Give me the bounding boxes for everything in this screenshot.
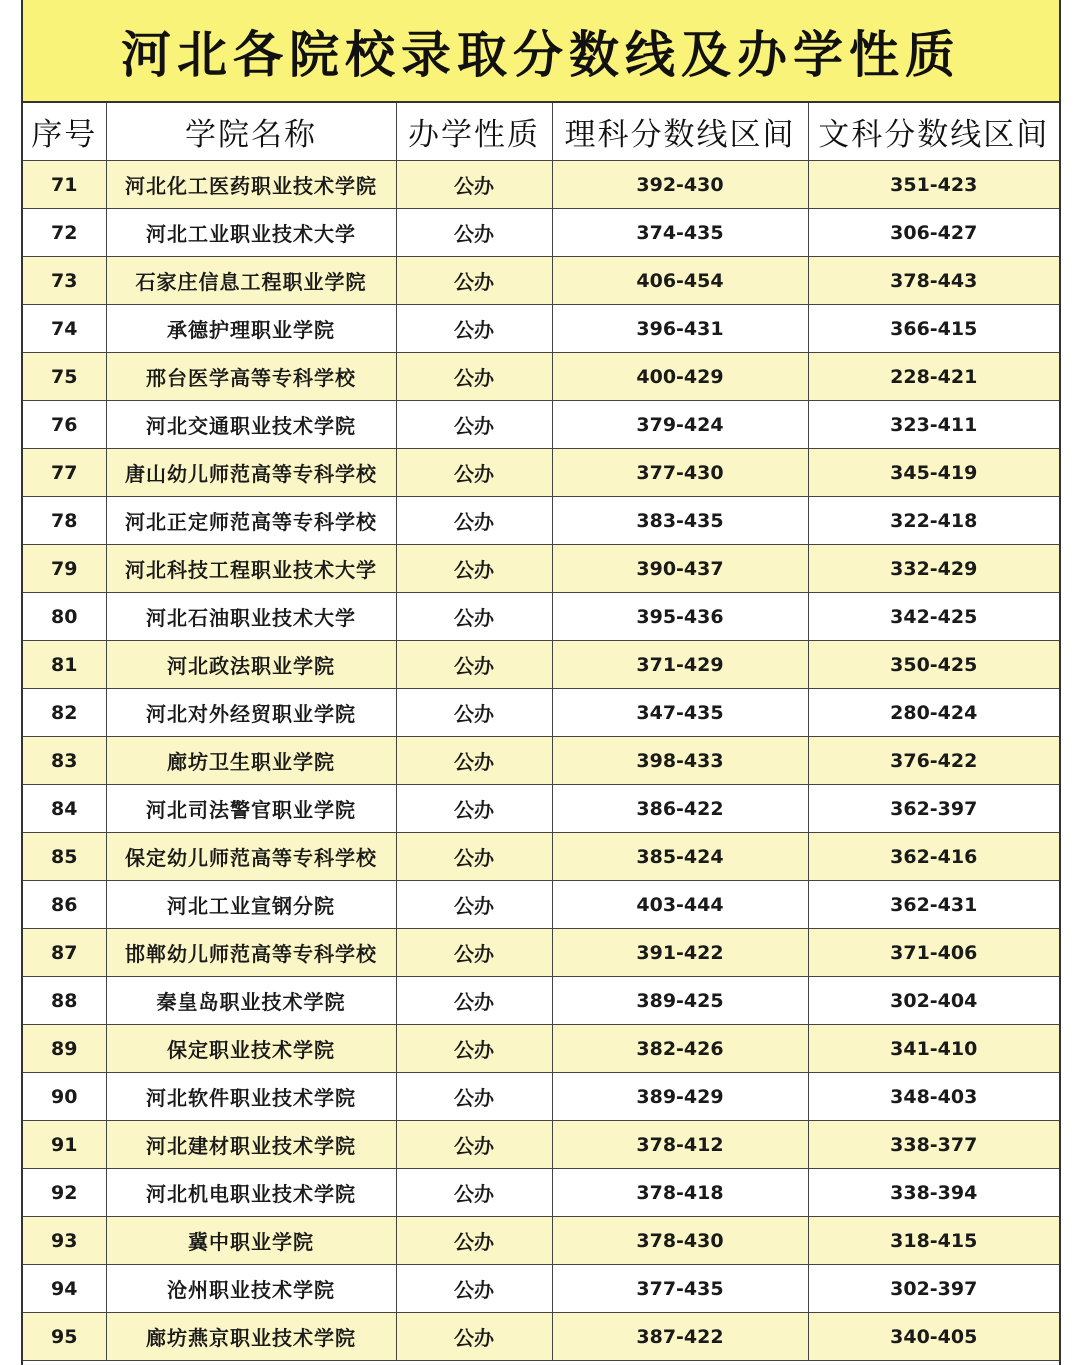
cell-science-score-range: 347-435 [552, 689, 808, 737]
cell-science-score-range: 386-422 [552, 785, 808, 833]
cell-college-name: 河北建材职业技术学院 [106, 1121, 396, 1169]
cell-arts-score-range: 351-423 [808, 161, 1059, 209]
cell-science-score-range: 378-418 [552, 1169, 808, 1217]
cell-college-name: 沧州职业技术学院 [106, 1265, 396, 1313]
table-row [23, 545, 1059, 593]
table-row [23, 1121, 1059, 1169]
cell-science-score-range: 395-436 [552, 593, 808, 641]
cell-index: 84 [23, 785, 106, 833]
cell-college-name: 河北工业宣钢分院 [106, 881, 396, 929]
cell-science-score-range: 390-437 [552, 545, 808, 593]
cell-science-score-range: 398-433 [552, 737, 808, 785]
cell-school-type: 公办 [396, 593, 552, 641]
cell-science-score-range: 406-454 [552, 257, 808, 305]
cell-index: 73 [23, 257, 106, 305]
cell-school-type: 公办 [396, 737, 552, 785]
cell-science-score-range: 378-430 [552, 1217, 808, 1265]
table-row [23, 257, 1059, 305]
cell-arts-score-range: 341-410 [808, 1025, 1059, 1073]
table-body [23, 161, 1059, 1361]
header-college-name: 学院名称 [106, 103, 396, 161]
table-row [23, 353, 1059, 401]
cell-index: 95 [23, 1313, 106, 1361]
cell-arts-score-range: 362-416 [808, 833, 1059, 881]
cell-science-score-range: 378-412 [552, 1121, 808, 1169]
cell-index: 75 [23, 353, 106, 401]
cell-index: 81 [23, 641, 106, 689]
cell-school-type: 公办 [396, 353, 552, 401]
table-row [23, 1025, 1059, 1073]
table-row [23, 1169, 1059, 1217]
cell-college-name: 廊坊燕京职业技术学院 [106, 1313, 396, 1361]
cell-arts-score-range: 322-418 [808, 497, 1059, 545]
cell-college-name: 河北石油职业技术大学 [106, 593, 396, 641]
cell-arts-score-range: 318-415 [808, 1217, 1059, 1265]
table-row [23, 641, 1059, 689]
cell-college-name: 石家庄信息工程职业学院 [106, 257, 396, 305]
cell-science-score-range: 403-444 [552, 881, 808, 929]
cell-science-score-range: 396-431 [552, 305, 808, 353]
header-science-score-range: 理科分数线区间 [552, 103, 808, 161]
table-row [23, 977, 1059, 1025]
cell-index: 85 [23, 833, 106, 881]
cell-arts-score-range: 340-405 [808, 1313, 1059, 1361]
header-row [23, 103, 1059, 161]
cell-index: 80 [23, 593, 106, 641]
cell-arts-score-range: 348-403 [808, 1073, 1059, 1121]
table-header [23, 103, 1059, 161]
table-row [23, 1313, 1059, 1361]
cell-index: 76 [23, 401, 106, 449]
cell-science-score-range: 374-435 [552, 209, 808, 257]
cell-arts-score-range: 228-421 [808, 353, 1059, 401]
cell-college-name: 河北工业职业技术大学 [106, 209, 396, 257]
table-row [23, 209, 1059, 257]
cell-college-name: 邢台医学高等专科学校 [106, 353, 396, 401]
cell-college-name: 保定职业技术学院 [106, 1025, 396, 1073]
cell-college-name: 承德护理职业学院 [106, 305, 396, 353]
cell-science-score-range: 389-425 [552, 977, 808, 1025]
cell-arts-score-range: 350-425 [808, 641, 1059, 689]
cell-index: 74 [23, 305, 106, 353]
cell-arts-score-range: 338-394 [808, 1169, 1059, 1217]
table-row [23, 305, 1059, 353]
cell-school-type: 公办 [396, 545, 552, 593]
cell-arts-score-range: 302-397 [808, 1265, 1059, 1313]
page-title: 河北各院校录取分数线及办学性质 [121, 24, 961, 84]
cell-science-score-range: 387-422 [552, 1313, 808, 1361]
table-row [23, 929, 1059, 977]
cell-index: 93 [23, 1217, 106, 1265]
table-row [23, 785, 1059, 833]
cell-arts-score-range: 332-429 [808, 545, 1059, 593]
cell-science-score-range: 392-430 [552, 161, 808, 209]
header-index: 序号 [23, 103, 106, 161]
cell-science-score-range: 382-426 [552, 1025, 808, 1073]
cell-school-type: 公办 [396, 305, 552, 353]
cell-college-name: 秦皇岛职业技术学院 [106, 977, 396, 1025]
cell-science-score-range: 377-435 [552, 1265, 808, 1313]
cell-science-score-range: 400-429 [552, 353, 808, 401]
cell-college-name: 廊坊卫生职业学院 [106, 737, 396, 785]
title-bar [23, 0, 1059, 103]
cell-school-type: 公办 [396, 1169, 552, 1217]
table-row [23, 1217, 1059, 1265]
table-row [23, 737, 1059, 785]
cell-index: 82 [23, 689, 106, 737]
cell-index: 83 [23, 737, 106, 785]
table-row [23, 881, 1059, 929]
cell-school-type: 公办 [396, 497, 552, 545]
cell-index: 71 [23, 161, 106, 209]
cell-science-score-range: 371-429 [552, 641, 808, 689]
table-row [23, 1265, 1059, 1313]
cell-school-type: 公办 [396, 929, 552, 977]
cell-index: 94 [23, 1265, 106, 1313]
cell-college-name: 河北对外经贸职业学院 [106, 689, 396, 737]
header-arts-score-range: 文科分数线区间 [808, 103, 1059, 161]
cell-index: 89 [23, 1025, 106, 1073]
cell-arts-score-range: 378-443 [808, 257, 1059, 305]
table-row [23, 449, 1059, 497]
cell-school-type: 公办 [396, 1025, 552, 1073]
cell-arts-score-range: 345-419 [808, 449, 1059, 497]
cell-science-score-range: 379-424 [552, 401, 808, 449]
cell-school-type: 公办 [396, 785, 552, 833]
cell-arts-score-range: 280-424 [808, 689, 1059, 737]
cell-school-type: 公办 [396, 401, 552, 449]
cell-index: 87 [23, 929, 106, 977]
cell-college-name: 河北司法警官职业学院 [106, 785, 396, 833]
cell-school-type: 公办 [396, 1121, 552, 1169]
cell-school-type: 公办 [396, 833, 552, 881]
cell-school-type: 公办 [396, 1073, 552, 1121]
cell-arts-score-range: 306-427 [808, 209, 1059, 257]
cell-arts-score-range: 371-406 [808, 929, 1059, 977]
cell-index: 88 [23, 977, 106, 1025]
cell-index: 90 [23, 1073, 106, 1121]
cell-college-name: 河北正定师范高等专科学校 [106, 497, 396, 545]
cell-index: 79 [23, 545, 106, 593]
cell-index: 91 [23, 1121, 106, 1169]
cell-school-type: 公办 [396, 641, 552, 689]
cell-school-type: 公办 [396, 881, 552, 929]
cell-arts-score-range: 376-422 [808, 737, 1059, 785]
cell-school-type: 公办 [396, 1313, 552, 1361]
cell-college-name: 河北软件职业技术学院 [106, 1073, 396, 1121]
table-row [23, 593, 1059, 641]
cell-science-score-range: 391-422 [552, 929, 808, 977]
cell-science-score-range: 389-429 [552, 1073, 808, 1121]
cell-school-type: 公办 [396, 257, 552, 305]
cell-school-type: 公办 [396, 209, 552, 257]
cell-arts-score-range: 342-425 [808, 593, 1059, 641]
cell-college-name: 冀中职业学院 [106, 1217, 396, 1265]
table-row [23, 1073, 1059, 1121]
table-row [23, 689, 1059, 737]
header-school-type: 办学性质 [396, 103, 552, 161]
cell-index: 78 [23, 497, 106, 545]
cell-school-type: 公办 [396, 977, 552, 1025]
cell-index: 92 [23, 1169, 106, 1217]
cell-school-type: 公办 [396, 1265, 552, 1313]
cell-school-type: 公办 [396, 1217, 552, 1265]
cell-arts-score-range: 338-377 [808, 1121, 1059, 1169]
cell-index: 72 [23, 209, 106, 257]
cell-arts-score-range: 302-404 [808, 977, 1059, 1025]
table-row [23, 833, 1059, 881]
table-row [23, 497, 1059, 545]
cell-college-name: 保定幼儿师范高等专科学校 [106, 833, 396, 881]
cell-science-score-range: 385-424 [552, 833, 808, 881]
cell-school-type: 公办 [396, 449, 552, 497]
cell-college-name: 河北政法职业学院 [106, 641, 396, 689]
cell-school-type: 公办 [396, 161, 552, 209]
cell-arts-score-range: 362-397 [808, 785, 1059, 833]
cell-college-name: 河北科技工程职业技术大学 [106, 545, 396, 593]
cell-school-type: 公办 [396, 689, 552, 737]
cell-arts-score-range: 366-415 [808, 305, 1059, 353]
cell-index: 77 [23, 449, 106, 497]
cell-college-name: 邯郸幼儿师范高等专科学校 [106, 929, 396, 977]
cell-college-name: 河北交通职业技术学院 [106, 401, 396, 449]
score-table-sheet [21, 0, 1061, 1365]
cell-science-score-range: 377-430 [552, 449, 808, 497]
cell-college-name: 唐山幼儿师范高等专科学校 [106, 449, 396, 497]
cell-arts-score-range: 323-411 [808, 401, 1059, 449]
admission-score-table [23, 103, 1059, 1361]
table-row [23, 161, 1059, 209]
cell-college-name: 河北机电职业技术学院 [106, 1169, 396, 1217]
cell-arts-score-range: 362-431 [808, 881, 1059, 929]
cell-index: 86 [23, 881, 106, 929]
cell-science-score-range: 383-435 [552, 497, 808, 545]
cell-college-name: 河北化工医药职业技术学院 [106, 161, 396, 209]
table-row [23, 401, 1059, 449]
